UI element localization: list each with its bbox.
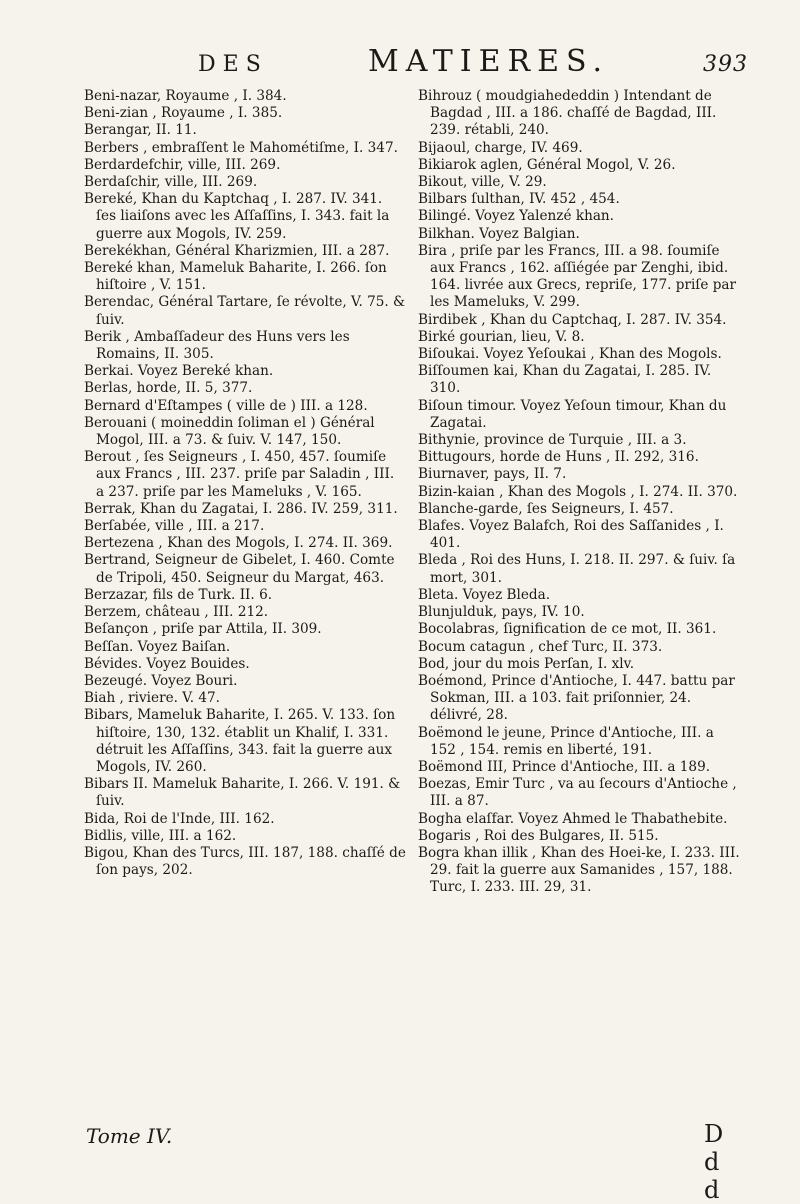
index-entry: Bijaoul, charge, IV. 469.: [418, 139, 583, 156]
index-entry: Birdibek , Khan du Captchaq, I. 287. IV. 354.: [418, 311, 727, 328]
index-entry: Blafes. Voyez Balafch, Roi des Saſſanides , I. 401.: [418, 518, 724, 552]
index-entry: Bidlis, ville, III. a 162.: [84, 827, 237, 844]
running-header: [88, 44, 748, 84]
index-entry: Bibars II. Mameluk Baharite, I. 266. V. 191. & ſuiv.: [84, 776, 401, 810]
index-entry: Bizin-kaian , Khan des Mogols , I. 274. II. 370.: [418, 483, 738, 500]
index-entry: Bogha elaſfar. Voyez Ahmed le Thabathebite.: [418, 810, 728, 827]
index-entry: Boezas, Emir Turc , va au ſecours d'Antioche , III. a 87.: [418, 776, 737, 810]
index-entry: Bilingé. Voyez Yalenzé khan.: [418, 208, 615, 225]
index-entry: Bezeugé. Voyez Bouri.: [84, 672, 238, 689]
index-entry: Birké gourian, lieu, V. 8.: [418, 328, 585, 345]
index-entry: Bittugours, horde de Huns , II. 292, 316.: [418, 449, 699, 466]
index-entry: Bereké, Khan du Kaptchaq , I. 287. IV. 341. ſes liaiſons avec les Aſſaſſins, I. 343. fait la guerre aux Mogols, IV. 259.: [84, 191, 390, 242]
index-entry: Beni-zian , Royaume , I. 385.: [84, 105, 283, 122]
index-entry: Biſoukai. Voyez Yeſoukai , Khan des Mogols.: [418, 346, 722, 363]
index-entry: Bertrand, Seigneur de Gibelet, I. 460. Comte de Tripoli, 450. Seigneur du Margat, 463.: [84, 552, 395, 586]
tome-label: Tome IV.: [86, 1124, 173, 1148]
index-entry: Bogaris , Roi des Bulgares, II. 515.: [418, 827, 659, 844]
page-footer: [86, 1120, 746, 1204]
index-entry: Bira , priſe par les Francs, III. a 98. ſoumiſe aux Francs , 162. aſſiégée par Zenghi, ibid. 164. livrée aux Grecs, repriſe, 177. priſe par les Mameluks, V. 299.: [418, 242, 736, 311]
index-entry: Berkai. Voyez Bereké khan.: [84, 363, 274, 380]
index-entry: Bleda , Roi des Huns, I. 218. II. 297. & ſuiv. ſa mort, 301.: [418, 552, 736, 586]
index-entry: Bikout, ville, V. 29.: [418, 174, 547, 191]
index-entry: Blunjulduk, pays, IV. 10.: [418, 604, 585, 621]
index-entry: Berrak, Khan du Zagatai, I. 286. IV. 259, 311.: [84, 500, 398, 517]
index-entry: Bleta. Voyez Bleda.: [418, 586, 551, 603]
index-entry: Berik , Ambaſſadeur des Huns vers les Romains, II. 305.: [84, 328, 350, 363]
index-entry: Bilkhan. Voyez Balgian.: [418, 225, 580, 242]
left-column: [84, 88, 406, 879]
index-entry: Beſançon , priſe par Attila, II. 309.: [84, 621, 322, 638]
index-entry: Bereké khan, Mameluk Baharite, I. 266. ſon hiſtoire , V. 151.: [84, 260, 387, 294]
page-number: 393: [703, 52, 748, 77]
index-entry: Bertezena , Khan des Mogols, I. 274. II. 369.: [84, 535, 393, 552]
index-entry: Blanche-garde, ſes Seigneurs, I. 457.: [418, 500, 674, 517]
index-entry: Bihrouz ( moudgiahededdin ) Intendant de Bagdad , III. a 186. chaſſé de Bagdad, III. 239. rétabli, 240.: [418, 88, 717, 139]
index-entry: Boémond, Prince d'Antioche, I. 447. battu par Sokman, III. a 103. fait priſonnier, 24. délivré, 28.: [418, 672, 735, 724]
index-entry: Bilbars ſulthan, IV. 452 , 454.: [418, 191, 620, 208]
index-entry: Berdardefchir, ville, III. 269.: [84, 156, 281, 173]
index-entry: Bod, jour du mois Perſan, I. xlv.: [418, 655, 635, 672]
index-entry: Biah , riviere. V. 47.: [84, 690, 220, 707]
index-entry: Berendac, Général Tartare, ſe révolte, V. 75. & ſuiv.: [84, 294, 406, 328]
index-entry: Boëmond le jeune, Prince d'Antioche, III. a 152 , 154. remis en liberté, 191.: [418, 724, 714, 758]
index-entry: Bigou, Khan des Turcs, III. 187, 188. chaſſé de ſon pays, 202.: [84, 844, 406, 879]
index-entry: Beſſan. Voyez Baiſan.: [84, 638, 231, 655]
index-entry: Berzem, château , III. 212.: [84, 604, 269, 621]
index-entry: Berout , ſes Seigneurs , I. 450, 457. ſoumiſe aux Francs , III. 237. priſe par Saladin , III. a 237. priſe par les Mameluks , V. 165.: [84, 449, 395, 500]
index-entry: Biſoun timour. Voyez Yeſoun timour, Khan du Zagatai.: [418, 397, 727, 431]
index-entry: Berekékhan, Général Kharizmien, III. a 287.: [84, 242, 390, 259]
index-entry: Beni-nazar, Royaume , I. 384.: [84, 88, 287, 104]
header-matieres: MATIERES.: [368, 44, 610, 79]
index-entry: Bikiarok aglen, Général Mogol, V. 26.: [418, 156, 676, 173]
index-entry: Berzazar, fils de Turk. II. 6.: [84, 586, 273, 603]
signature-mark: D d d: [704, 1120, 726, 1204]
index-entry: Bida, Roi de l'Inde, III. 162.: [84, 810, 275, 827]
right-column: [418, 88, 740, 897]
index-entry: Berlas, horde, II. 5, 377.: [84, 380, 253, 397]
index-entry: Bévides. Voyez Bouides.: [84, 655, 250, 672]
index-entry: Bocolabras, ſignification de ce mot, II. 361.: [418, 621, 717, 638]
index-entry: Berouani ( moineddin ſoliman el ) Général Mogol, III. a 73. & ſuiv. V. 147, 150.: [84, 414, 375, 449]
index-entry: Berſabée, ville , III. a 217.: [84, 518, 265, 535]
index-entry: Bibars, Mameluk Baharite, I. 265. V. 133. ſon hiſtoire, 130, 132. établit un Khalif, I. 331. détruit les Aſſaſſins, 343. fait la guerre aux Mogols, IV. 260.: [84, 707, 396, 775]
index-entry: Boëmond III, Prince d'Antioche, III. a 189.: [418, 758, 711, 775]
index-entry: Berangar, II. 11.: [84, 122, 197, 139]
header-des: DES: [198, 52, 268, 77]
index-entry: Bithynie, province de Turquie , III. a 3.: [418, 432, 687, 449]
index-entry: Bogra khan illik , Khan des Hoei-ke, I. 233. III. 29. fait la guerre aux Samanides , 157, 188. Turc, I. 233. III. 29, 31.: [418, 844, 740, 896]
index-entry: Berdaſchir, ville, III. 269.: [84, 174, 258, 191]
index-entry: Berbers , embraſſent le Mahométiſme, I. 347.: [84, 139, 398, 156]
index-entry: Biurnaver, pays, II. 7.: [418, 466, 567, 483]
index-entry: Biſſoumen kai, Khan du Zagatai, I. 285. IV. 310.: [418, 363, 712, 397]
index-entry: Bernard d'Eſtampes ( ville de ) III. a 128.: [84, 397, 368, 414]
index-entry: Bocum catagun , chef Turc, II. 373.: [418, 638, 663, 655]
